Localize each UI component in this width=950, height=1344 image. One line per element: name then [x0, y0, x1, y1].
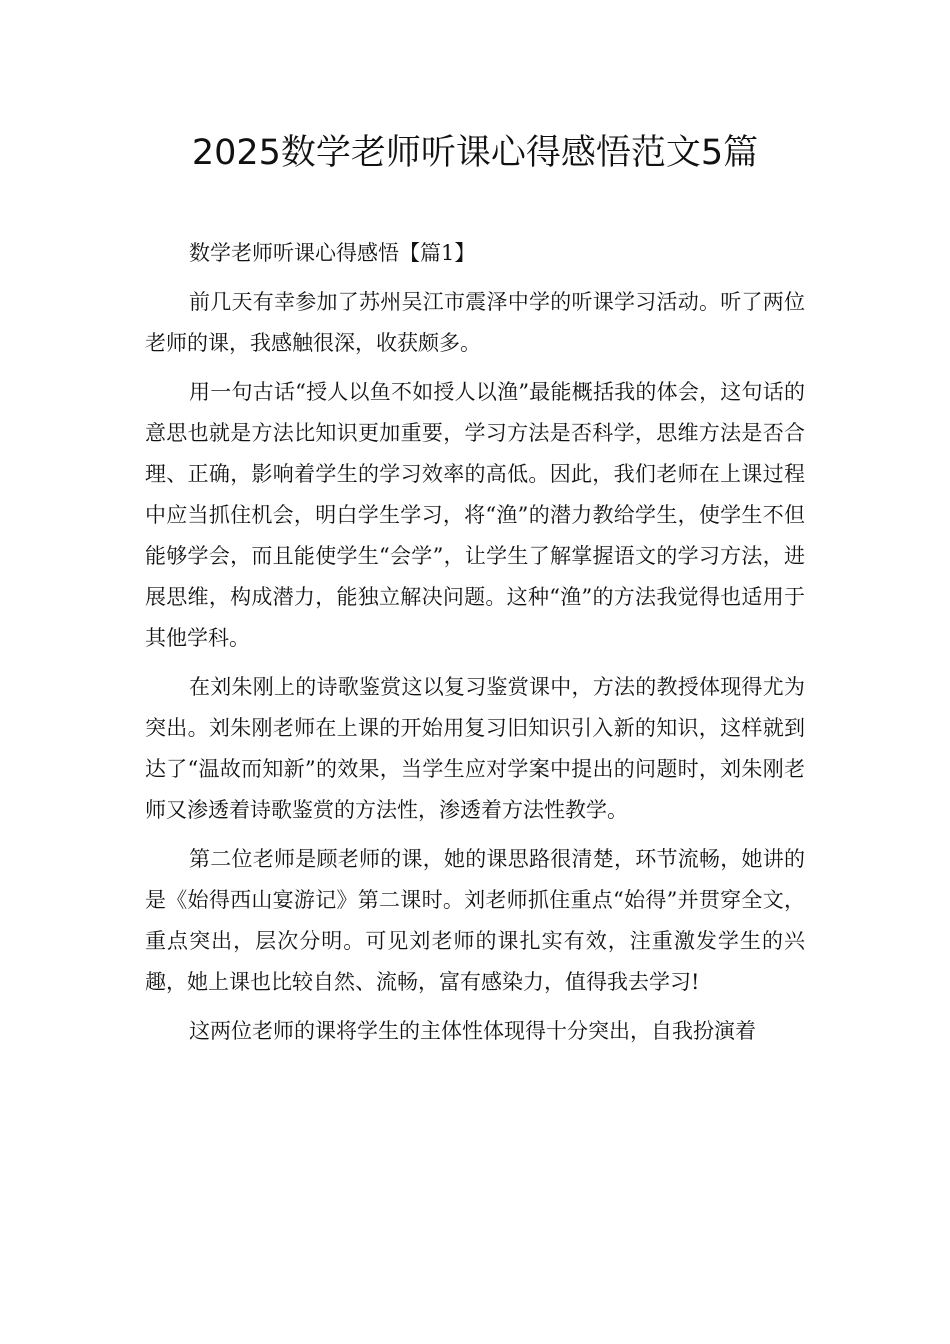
paragraph-5: 这两位老师的课将学生的主体性体现得十分突出，自我扮演着 [189, 1019, 756, 1043]
document-body [145, 233, 805, 1060]
section-heading: 数学老师听课心得感悟【篇1】 [189, 241, 476, 265]
paragraph-2: 用一句古话“授人以鱼不如授人以渔”最能概括我的体会，这句话的意思也就是方法比知识更加重要，学习方法是否科学，思维方法是否合理、正确，影响着学生的学习效率的高低。因此，我们老师在上课过程中应当抓住机会，明白学生学习，将“渔”的潜力教给学生，使学生不但能够学会，而且能使学生“会学”，让学生了解掌握语文的学习方法，进展思维，构成潜力，能独立解决问题。这种“渔”的方法我觉得也适用于其他学科。 [145, 380, 805, 650]
document-title: 2025数学老师听课心得感悟范文5篇 [191, 133, 759, 173]
paragraph-4: 第二位老师是顾老师的课，她的课思路很清楚，环节流畅，她讲的是《始得西山宴游记》第二课时。刘老师抓住重点“始得”并贯穿全文，重点突出，层次分明。可见刘老师的课扎实有效，注重激发学生的兴趣，她上课也比较自然、流畅，富有感染力，值得我去学习! [145, 847, 805, 994]
paragraph-1: 前几天有幸参加了苏州吴江市震泽中学的听课学习活动。听了两位老师的课，我感触很深，收获颇多。 [145, 290, 805, 355]
paragraph-3: 在刘朱刚上的诗歌鉴赏这以复习鉴赏课中，方法的教授体现得尤为突出。刘朱刚老师在上课的开始用复习旧知识引入新的知识，这样就到达了“温故而知新”的效果，当学生应对学案中提出的问题时，刘朱刚老师又渗透着诗歌鉴赏的方法性，渗透着方法性教学。 [145, 675, 805, 822]
